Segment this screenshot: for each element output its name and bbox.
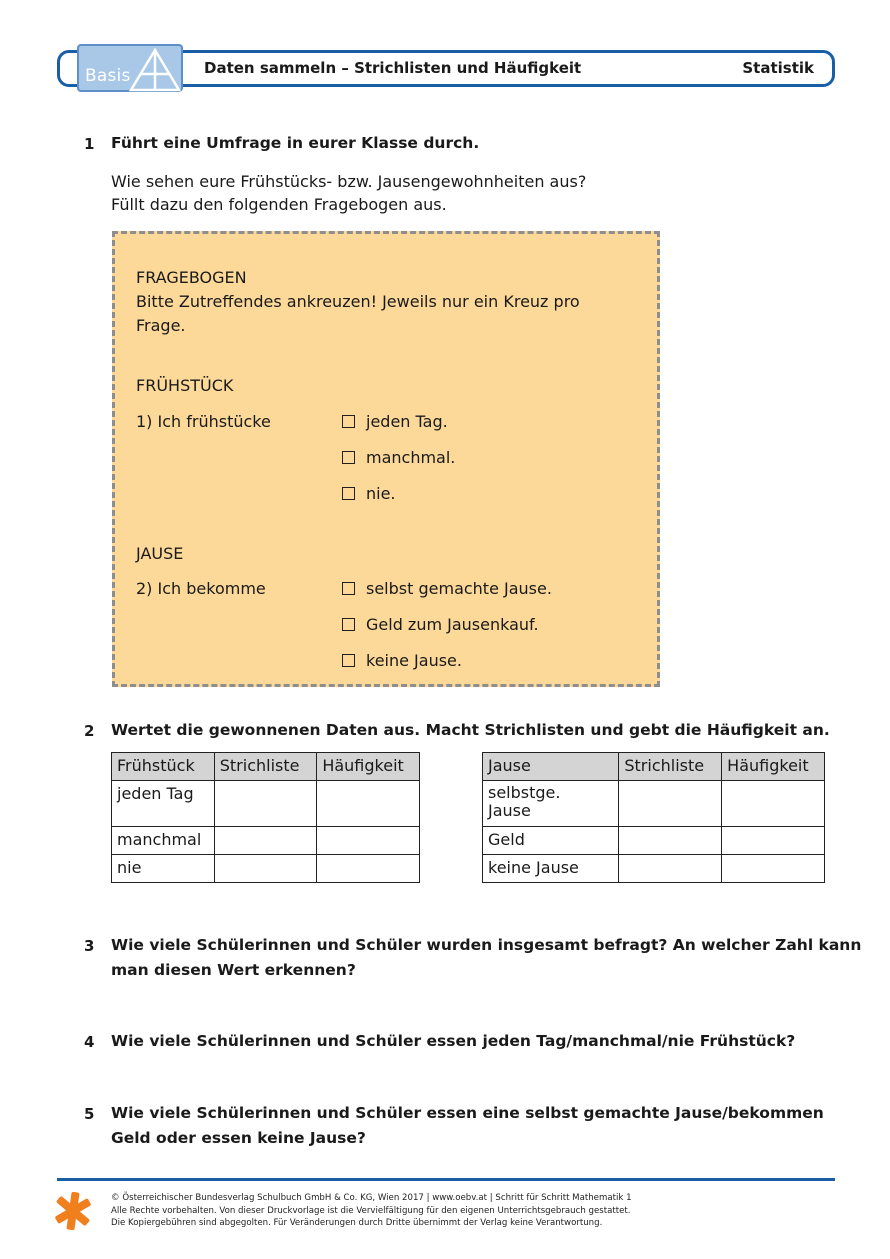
tally-cell[interactable] xyxy=(619,827,722,855)
page-title: Daten sammeln – Strichlisten und Häufigkeit xyxy=(204,59,582,77)
frequency-cell[interactable] xyxy=(317,855,420,883)
checkbox-snack-none[interactable] xyxy=(342,654,355,667)
tally-cell[interactable] xyxy=(619,781,722,827)
badge-label: Basis xyxy=(85,66,131,86)
task-3-line-2: man diesen Wert erkennen? xyxy=(111,961,356,979)
task-number-2: 2 xyxy=(84,722,95,740)
table-cell xyxy=(483,781,619,827)
table-cell: keine Jause xyxy=(483,855,619,883)
questionnaire-box xyxy=(112,231,660,687)
task-number-1: 1 xyxy=(84,135,95,153)
footer-line-3: Die Kopiergebühren sind abgegolten. Für Veränderungen durch Dritte übernimmt der Verlag keine Verantwortung. xyxy=(111,1218,603,1228)
table-cell: jeden Tag xyxy=(112,781,215,827)
footer-line-1: © Österreichischer Bundesverlag Schulbuch GmbH & Co. KG, Wien 2017 | www.oebv.at | Schritt für Schritt Mathematik 1 xyxy=(111,1193,632,1203)
footer-copyright xyxy=(111,1192,632,1230)
checkbox-snack-homemade[interactable] xyxy=(342,582,355,595)
footer-divider xyxy=(57,1178,835,1181)
task-5-line-1: Wie viele Schülerinnen und Schüler essen eine selbst gemachte Jause/bekommen xyxy=(111,1104,824,1122)
questionnaire-instruction: Bitte Zutreffendes ankreuzen! Jeweils nur ein Kreuz pro xyxy=(136,292,580,311)
table-header: Häufigkeit xyxy=(722,753,825,781)
question-breakfast: 1) Ich frühstücke xyxy=(136,412,271,431)
task-1-title: Führt eine Umfrage in eurer Klasse durch. xyxy=(111,134,480,152)
questionnaire-instruction-cont: Frage. xyxy=(136,316,186,335)
task-1-line-2: Füllt dazu den folgenden Fragebogen aus. xyxy=(111,195,447,214)
checkbox-snack-money[interactable] xyxy=(342,618,355,631)
tally-cell[interactable] xyxy=(214,827,317,855)
table-cell: manchmal xyxy=(112,827,215,855)
table-header: Strichliste xyxy=(619,753,722,781)
option-label: selbst gemachte Jause. xyxy=(366,579,552,598)
checkbox-breakfast-sometimes[interactable] xyxy=(342,451,355,464)
publisher-logo-icon xyxy=(54,1192,92,1230)
option-label: manchmal. xyxy=(366,448,456,467)
question-snack: 2) Ich bekomme xyxy=(136,579,266,598)
frequency-cell[interactable] xyxy=(317,827,420,855)
table-header: Strichliste xyxy=(214,753,317,781)
task-number-4: 4 xyxy=(84,1033,95,1051)
basis-badge xyxy=(77,44,183,92)
frequency-cell[interactable] xyxy=(317,781,420,827)
option-label: keine Jause. xyxy=(366,651,462,670)
task-number-3: 3 xyxy=(84,937,95,955)
table-header: Jause xyxy=(483,753,619,781)
footer-line-2: Alle Rechte vorbehalten. Von dieser Druckvorlage ist die Vervielfältigung für den eigenen Unterrichtsgebrauch gestattet. xyxy=(111,1205,631,1216)
section-breakfast-heading: FRÜHSTÜCK xyxy=(136,376,234,395)
option-label: Geld zum Jausenkauf. xyxy=(366,615,539,634)
table-cell: Geld xyxy=(483,827,619,855)
table-cell: nie xyxy=(112,855,215,883)
snack-tally-table xyxy=(482,752,825,883)
table-header: Frühstück xyxy=(112,753,215,781)
frequency-cell[interactable] xyxy=(722,781,825,827)
table-header: Häufigkeit xyxy=(317,753,420,781)
task-4-line-1: Wie viele Schülerinnen und Schüler essen jeden Tag/manchmal/nie Frühstück? xyxy=(111,1032,796,1050)
tally-cell[interactable] xyxy=(214,855,317,883)
task-1-line-1: Wie sehen eure Frühstücks- bzw. Jausengewohnheiten aus? xyxy=(111,172,587,191)
frequency-cell[interactable] xyxy=(722,855,825,883)
task-3-line-1: Wie viele Schülerinnen und Schüler wurden insgesamt befragt? An welcher Zahl kann xyxy=(111,936,862,954)
frequency-cell[interactable] xyxy=(722,827,825,855)
subject-label: Statistik xyxy=(742,59,814,77)
task-5-line-2: Geld oder essen keine Jause? xyxy=(111,1129,366,1147)
task-number-5: 5 xyxy=(84,1105,95,1123)
section-snack-heading: JAUSE xyxy=(136,544,184,563)
option-label: nie. xyxy=(366,484,396,503)
option-label: jeden Tag. xyxy=(366,412,448,431)
breakfast-tally-table xyxy=(111,752,420,883)
checkbox-breakfast-daily[interactable] xyxy=(342,415,355,428)
checkbox-breakfast-never[interactable] xyxy=(342,487,355,500)
tally-cell[interactable] xyxy=(619,855,722,883)
tally-cell[interactable] xyxy=(214,781,317,827)
cell-text: selbstge. Jause xyxy=(488,783,561,820)
task-2-title: Wertet die gewonnenen Daten aus. Macht Strichlisten und gebt die Häufigkeit an. xyxy=(111,721,830,739)
questionnaire-heading: FRAGEBOGEN xyxy=(136,268,247,287)
